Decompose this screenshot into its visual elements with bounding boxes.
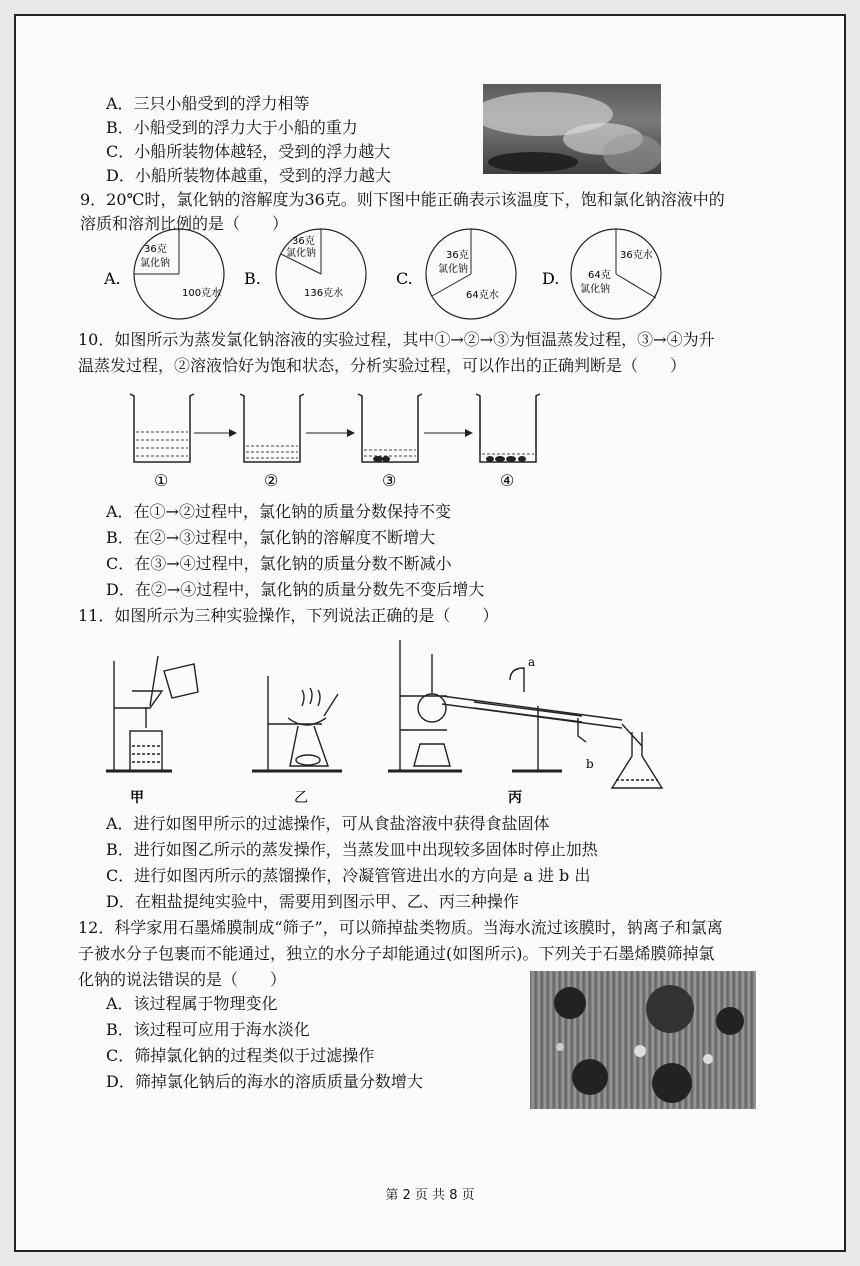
q11-option-a: A．进行如图甲所示的过滤操作，可从食盐溶液中获得食盐固体: [106, 814, 550, 833]
q12-stem-1: 12．科学家用石墨烯膜制成“筛子”，可以筛掉盐类物质。当海水流过该膜时，钠离子和氯离: [78, 918, 723, 937]
pie-c: [426, 229, 516, 319]
beaker-3: [358, 394, 422, 462]
q12-stem-3: 化钠的说法错误的是（ ）: [78, 970, 287, 989]
beaker-1: [130, 394, 194, 462]
q10-option-d: D．在②→④过程中，氯化钠的质量分数先不变后增大: [106, 580, 485, 599]
beaker-label-2: ②: [264, 471, 279, 490]
q10-option-c: C．在③→④过程中，氯化钠的质量分数不断减小: [106, 554, 452, 573]
label-yi: 乙: [294, 790, 308, 806]
pie-d-solute-1: 64克: [588, 270, 611, 281]
q9-letter-a: A.: [104, 269, 121, 288]
pie-b-solute-1: 36克: [292, 236, 315, 247]
q11-option-c: C．进行如图丙所示的蒸馏操作，冷凝管管进出水的方向是 a 进 b 出: [106, 866, 591, 885]
pie-a-solute-1: 36克: [144, 244, 167, 255]
q11-apparatus-diagram: [102, 636, 682, 816]
pie-d-solute-2: 氯化钠: [580, 284, 610, 295]
q9-letter-d: D.: [542, 269, 560, 288]
pie-a-solvent: 100克水: [182, 288, 222, 299]
q9-stem-2: 溶质和溶剂比例的是（ ）: [80, 214, 289, 233]
q8-option-c: C．小船所装物体越轻，受到的浮力越大: [106, 142, 391, 161]
q12-option-b: B．该过程可应用于海水淡化: [106, 1020, 310, 1039]
graphene-membrane-photo: [530, 971, 756, 1109]
q9-letter-b: B.: [244, 269, 261, 288]
pie-b: [276, 229, 366, 319]
beaker-label-1: ①: [154, 471, 169, 490]
label-b: b: [586, 757, 594, 771]
page-footer: 第 2 页 共 8 页: [385, 1188, 475, 1203]
boat-photo: [483, 84, 661, 174]
exam-page: [14, 14, 846, 1252]
q9-stem-1: 9．20℃时，氯化钠的溶解度为36克。则下图中能正确表示该温度下，饱和氯化钠溶液中的: [80, 190, 725, 209]
pie-d-solvent: 36克水: [620, 250, 653, 261]
q8-option-d: D．小船所装物体越重，受到的浮力越大: [106, 166, 391, 185]
q10-stem-2: 温蒸发过程，②溶液恰好为饱和状态，分析实验过程，可以作出的正确判断是（ ）: [78, 356, 687, 375]
pie-b-solute-2: 氯化钠: [286, 248, 316, 259]
q12-stem-2: 子被水分子包裹而不能通过，独立的水分子却能通过(如图所示)。下列关于石墨烯膜筛掉氯: [78, 944, 715, 963]
pie-c-solute-2: 氯化钠: [438, 264, 468, 275]
q9-pie-charts: [96, 236, 796, 311]
beaker-2: [240, 394, 304, 462]
q11-option-d: D．在粗盐提纯实验中，需要用到图示甲、乙、丙三种操作: [106, 892, 519, 911]
q10-option-a: A．在①→②过程中，氯化钠的质量分数保持不变: [106, 502, 451, 521]
q9-letter-c: C.: [396, 269, 413, 288]
evaporation-apparatus: [252, 676, 342, 771]
label-a: a: [528, 655, 536, 669]
q12-option-c: C．筛掉氯化钠的过程类似于过滤操作: [106, 1046, 375, 1065]
pie-a-solute-2: 氯化钠: [140, 258, 170, 269]
beaker-label-4: ④: [500, 471, 515, 490]
q11-stem: 11．如图所示为三种实验操作，下列说法正确的是（ ）: [78, 606, 499, 625]
label-bing: 丙: [508, 790, 522, 806]
q11-option-b: B．进行如图乙所示的蒸发操作，当蒸发皿中出现较多固体时停止加热: [106, 840, 598, 859]
filtration-apparatus: [106, 656, 198, 771]
q8-option-a: A．三只小船受到的浮力相等: [106, 94, 310, 113]
pie-a: [134, 229, 224, 319]
distillation-apparatus: [388, 640, 662, 788]
graphene-photo-art: [530, 971, 756, 1109]
q10-option-b: B．在②→③过程中，氯化钠的溶解度不断增大: [106, 528, 436, 547]
q8-option-b: B．小船受到的浮力大于小船的重力: [106, 118, 358, 137]
beaker-4: [476, 394, 540, 462]
pie-c-solvent: 64克水: [466, 290, 499, 301]
pie-c-solute-1: 36克: [446, 250, 469, 261]
q10-stem-1: 10．如图所示为蒸发氯化钠溶液的实验过程，其中①→②→③为恒温蒸发过程，③→④为升: [78, 330, 715, 349]
pie-d: [571, 229, 661, 319]
q12-option-a: A．该过程属于物理变化: [106, 994, 278, 1013]
q10-beaker-diagram: [116, 388, 676, 488]
q12-option-d: D．筛掉氯化钠后的海水的溶质质量分数增大: [106, 1072, 423, 1091]
pie-b-solvent: 136克水: [304, 288, 344, 299]
label-jia: 甲: [130, 790, 144, 806]
beaker-label-3: ③: [382, 471, 397, 490]
boat-photo-art: [483, 84, 661, 174]
